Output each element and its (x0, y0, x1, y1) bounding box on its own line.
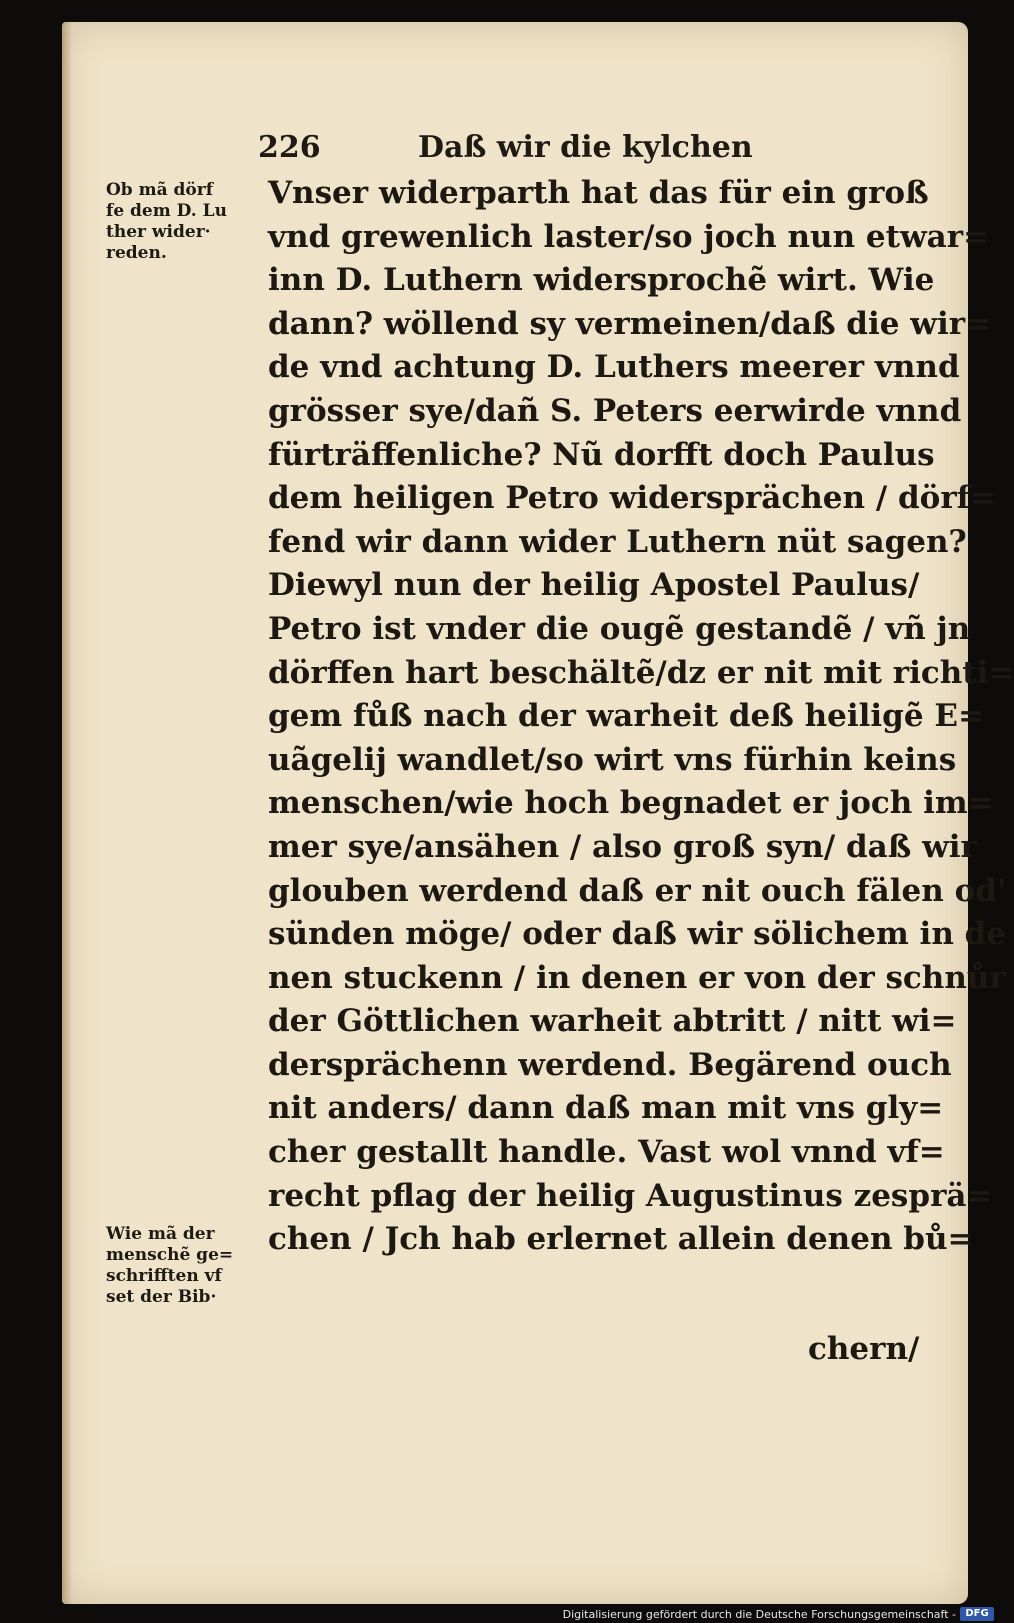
text-line: nit anders/ dann daß man mit vns gly= (268, 1090, 944, 1127)
page-gutter-shadow (62, 22, 72, 1604)
text-line: Vnser widerparth hat das für ein groß (268, 175, 929, 211)
text-line: der Göttlichen warheit abtritt / nitt wi= (268, 1003, 957, 1040)
text-line: Diewyl nun der heilig Apostel Paulus/ (268, 567, 920, 604)
running-head (250, 128, 753, 168)
margin-note-2 (106, 1224, 266, 1308)
text-line: dem heiligen Petro widersprächen / dörf= (268, 480, 996, 517)
text-line: fend wir dann wider Luthern nüt sagen? (268, 523, 967, 560)
dfg-logo-icon: DFG (960, 1607, 994, 1621)
text-line: vnd grewenlich laster/so joch nun etwar= (268, 218, 990, 255)
running-title: Daß wir die kylchen (418, 130, 753, 165)
page-number: 226 (258, 130, 321, 165)
margin-note-line: fe dem D. Lu (106, 201, 227, 221)
text-line: menschen/wie hoch begnadet er joch im= (268, 785, 994, 822)
margin-note-line: Ob mã dörf (106, 180, 214, 200)
text-line: chen / Jch hab erlernet allein denen bů= (268, 1221, 974, 1258)
margin-note-line: menschẽ ge= (106, 1245, 234, 1265)
text-line: uãgelij wandlet/so wirt vns fürhin keins (268, 741, 957, 778)
margin-note-1 (106, 180, 266, 264)
body-text (268, 172, 1014, 1262)
text-line: dersprächenn werdend. Begärend ouch (268, 1046, 952, 1083)
catchword: chern/ (808, 1331, 920, 1367)
margin-note-line: reden. (106, 243, 167, 263)
text-line: grösser sye/dañ S. Peters eerwirde vnnd (268, 392, 962, 429)
text-line: gem fůß nach der warheit deß heiligẽ E= (268, 698, 984, 735)
margin-note-line: ther wider· (106, 222, 211, 242)
margin-note-line: Wie mã der (106, 1224, 215, 1244)
text-line: inn D. Luthern widersprochẽ wirt. Wie (268, 262, 935, 299)
text-line: dann? wöllend sy vermeinen/daß die wir= (268, 305, 992, 342)
text-line: dörffen hart beschältẽ/dz er nit mit richti= (268, 654, 1014, 691)
text-line: de vnd achtung D. Luthers meerer vnnd (268, 349, 960, 386)
text-line: Petro ist vnder die ougẽ gestandẽ / vñ jn (268, 610, 971, 647)
margin-note-line: schrifften vf (106, 1266, 222, 1286)
text-line: fürträffenliche? Nũ dorfft doch Paulus (268, 436, 935, 473)
digitization-credit: Digitalisierung gefördert durch die Deutsche Forschungsgemeinschaft - (562, 1608, 956, 1621)
text-line: sünden möge/ oder daß wir sölichem in de (268, 916, 1007, 953)
text-line: glouben werdend daß er nit ouch fälen od' (268, 872, 1007, 909)
text-line: recht pflag der heilig Augustinus zesprä= (268, 1177, 993, 1214)
text-line: cher gestallt handle. Vast wol vnnd vf= (268, 1134, 945, 1171)
margin-note-line: set der Bib· (106, 1287, 217, 1307)
text-line: mer sye/ansähen / also groß syn/ daß wir (268, 828, 977, 865)
text-line: nen stuckenn / in denen er von der schnůr (268, 959, 1006, 996)
